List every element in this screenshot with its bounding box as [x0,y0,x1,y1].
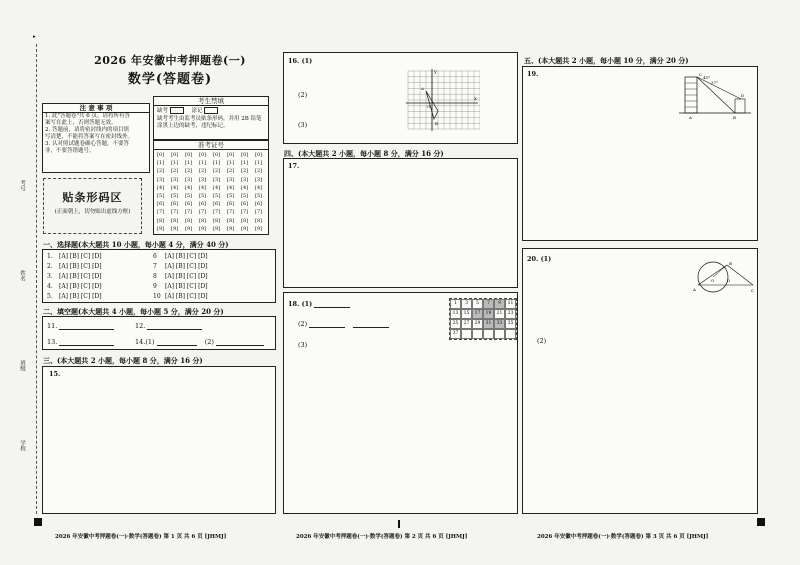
absent-checkbox[interactable] [170,107,184,114]
id-digit-bubble[interactable]: [9] [241,225,249,232]
table-cell: 25 [450,319,461,329]
q20-label-c: C [751,288,755,293]
q18-label: 18. (1) [288,300,313,308]
id-digit-bubble[interactable]: [8] [213,217,221,224]
id-digit-bubble[interactable]: [5] [213,193,221,199]
mark-label: 涂记 [191,108,203,114]
id-digit-bubble[interactable]: [1] [255,160,263,167]
q20-box[interactable] [522,248,758,514]
notice-box [42,103,150,173]
id-digit-bubble[interactable]: [8] [171,217,179,224]
q18-box[interactable] [283,292,518,514]
q13-answer[interactable] [59,337,114,346]
choice-row[interactable] [153,273,208,280]
table-cell [461,329,472,339]
id-digit-bubble[interactable]: [3] [227,176,235,183]
absent-label: 缺考 [157,108,169,114]
footer-page-1: 2026 年安徽中考押题卷(一)·数学(答题卷) 第 1 页 共 6 页 [JHMJ] [55,534,227,540]
choice-number: 10 [153,293,161,300]
choice-row[interactable] [47,273,102,280]
q12-answer[interactable] [147,321,202,330]
q11-label: 11. [47,322,58,330]
id-digit-bubble[interactable]: [9] [185,225,193,232]
id-digit-bubble[interactable]: [1] [199,160,207,167]
id-digit-bubble[interactable]: [1] [185,160,193,167]
mark-checkbox[interactable] [204,107,218,114]
table-cell: 7 [483,299,494,309]
section-4-heading: 四、(本大题共 2 小题，每小题 8 分，满分 16 分) [284,149,444,158]
choice-options[interactable]: [A] [B] [C] [D] [165,263,208,270]
id-digit-bubble[interactable]: [5] [185,193,193,199]
id-digit-bubble[interactable]: [7] [241,209,249,216]
q16-y-label: y [434,69,437,75]
page-subtitle: 数学(答题卷) [127,72,213,87]
choice-number: 7 [153,263,157,270]
table-cell: 29 [472,319,483,329]
table-cell: 3 [461,299,472,309]
id-digit-bubble[interactable]: [2] [157,168,165,175]
choice-row[interactable] [153,263,208,270]
table-cell [483,329,494,339]
q14-answer-2[interactable] [216,337,264,346]
id-grid-title: 准考证号 [154,141,268,150]
id-digit-bubble[interactable]: [9] [171,225,179,232]
q20-label: 20. (1) [527,255,552,263]
id-digit-bubble[interactable]: [3] [255,176,263,183]
q16-origin-label: O [427,104,431,109]
id-digit-bubble[interactable]: [2] [185,168,193,175]
notice-title: 注 意 事 项 [43,104,149,113]
fill-box [42,316,276,350]
table-cell: 5 [472,299,483,309]
table-cell: 19 [483,309,494,319]
q19-label-c: C [699,72,703,77]
q18-part2: (2) [298,320,308,328]
id-digit-bubble[interactable]: [5] [241,193,249,199]
id-digit-bubble[interactable]: [4] [157,184,165,191]
barcode-area [43,178,142,234]
q19-angle-2: 37° [711,80,719,85]
registration-mark-center [398,520,400,528]
q20-label-a: A [693,287,696,292]
q16-part3: (3) [298,121,308,129]
sidebar-label-name: 姓名 [19,270,25,281]
q11-answer[interactable] [59,321,114,330]
id-digit-bubble[interactable]: [4] [171,184,179,191]
q14b-label: (2) [204,338,214,346]
id-digit-bubble[interactable]: [2] [227,168,235,175]
id-digit-bubble[interactable]: [9] [157,225,165,232]
choice-options[interactable]: [A] [B] [C] [D] [59,293,102,300]
id-digit-bubble[interactable]: [7] [185,209,193,216]
registration-mark-br [757,518,765,526]
id-digit-bubble[interactable]: [0] [171,152,179,158]
choice-options[interactable]: [A] [B] [C] [D] [59,273,102,280]
id-digit-bubble[interactable]: [7] [227,209,235,216]
notice-line: 写清楚，不能将答案写在密封线外。 [45,134,134,140]
table-cell: 31 [483,319,494,329]
notice-line: 案写在此上，否则答题无效。 [45,120,117,126]
id-digit-bubble[interactable]: [2] [241,168,249,175]
id-digit-bubble[interactable]: [2] [255,168,263,175]
id-digit-bubble[interactable]: [0] [185,152,193,158]
choice-row[interactable] [47,293,102,300]
notice-line: 3. 认对照试题卷确心答题，不要答 [45,141,129,147]
choice-options[interactable]: [A] [B] [C] [D] [59,263,102,270]
section-5-heading: 五、(本大题共 2 小题，每小题 10 分，满分 20 分) [524,56,689,65]
id-digit-bubble[interactable]: [4] [255,184,263,191]
choice-row[interactable] [153,253,208,260]
id-digit-bubble[interactable]: [6] [199,201,207,208]
notice-line: 非，不要答错题号。 [45,148,95,154]
choice-row[interactable] [47,253,102,260]
id-digit-bubble[interactable]: [0] [199,152,207,158]
choice-options[interactable]: [A] [B] [C] [D] [165,253,208,260]
id-digit-bubble[interactable]: [3] [241,176,249,183]
id-digit-bubble[interactable]: [4] [185,184,193,191]
id-digit-bubble[interactable]: [0] [227,152,235,158]
id-digit-bubble[interactable]: [8] [227,217,235,224]
section-3-heading: 三、(本大题共 2 小题，每小题 8 分，满分 16 分) [43,356,203,365]
id-grid[interactable] [154,150,268,234]
choice-number: 1. [47,253,53,260]
choice-options[interactable]: [A] [B] [C] [D] [59,283,102,290]
choice-number: 4. [47,283,53,290]
q15-box[interactable] [42,366,276,514]
id-digit-bubble[interactable]: [6] [227,201,235,208]
q15-label: 15. [49,370,61,378]
id-digit-bubble[interactable]: [5] [227,193,235,199]
id-digit-bubble[interactable]: [7] [171,209,179,216]
section-2-heading: 二、填空题(本大题共 4 小题，每小题 5 分，满分 20 分) [43,307,224,316]
id-digit-bubble[interactable]: [7] [213,209,221,216]
notice-line: 2. 答题前，请将密封线内的项目填 [45,127,129,133]
id-digit-bubble[interactable]: [0] [157,152,165,158]
id-digit-bubble[interactable]: [0] [241,152,249,158]
choice-options[interactable]: [A] [B] [C] [D] [165,293,208,300]
table-cell: 17 [472,309,483,319]
id-digit-bubble[interactable]: [7] [199,209,207,216]
id-digit-bubble[interactable]: [6] [213,201,221,208]
id-digit-bubble[interactable]: [6] [185,201,193,208]
registration-mark-bl [34,518,42,526]
examinee-note: 缺考考生由监考员贴条形码，并用 2B 铅笔涂黑上边的缺考，违纪标记。 [157,116,262,129]
id-digit-bubble[interactable]: [2] [213,168,221,175]
q16-x-label: x [474,96,477,102]
q19-label-a: A [689,115,692,120]
section-1-heading: 一、选择题(本大题共 10 小题，每小题 4 分，满分 40 分) [43,240,229,249]
sidebar-label-class: 班级 [19,360,25,371]
footer-page-2: 2026 年安徽中考押题卷(一)·数学(答题卷) 第 2 页 共 6 页 [JHMJ] [296,534,468,540]
choice-number: 3. [47,273,53,280]
id-digit-bubble[interactable]: [1] [157,160,165,167]
table-cell: 27 [461,319,472,329]
choice-box [42,249,276,303]
id-digit-bubble[interactable]: [6] [157,201,165,208]
q16-part2: (2) [298,91,308,99]
id-digit-bubble[interactable]: [3] [171,176,179,183]
table-cell [505,329,516,339]
id-digit-bubble[interactable]: [8] [199,217,207,224]
q19-angle-1: 45° [703,75,711,80]
q19-box[interactable] [522,66,758,241]
choice-row[interactable] [153,283,208,290]
q16-coordinate-grid [404,67,480,133]
id-digit-bubble[interactable]: [4] [199,184,207,191]
id-digit-bubble[interactable]: [0] [213,152,221,158]
id-digit-bubble[interactable]: [8] [255,217,263,224]
q20-label-o: O [711,278,715,283]
id-digit-bubble[interactable]: [0] [255,152,263,158]
choice-number: 9 [153,283,157,290]
choice-number: 5. [47,293,53,300]
q18-number-table [449,298,517,340]
id-digit-bubble[interactable]: [5] [171,193,179,199]
examinee-title: 考生禁填 [154,97,268,106]
id-digit-bubble[interactable]: [9] [213,225,221,232]
id-digit-bubble[interactable]: [1] [227,160,235,167]
table-cell: 37 [450,329,461,339]
id-digit-bubble[interactable]: [7] [157,209,165,216]
id-digit-bubble[interactable]: [1] [213,160,221,167]
q12-label: 12. [135,322,146,330]
corner-glyph: ▸ [33,34,36,40]
notice-line: 1. 此"答题卷"共 6 页。请将所有答 [45,113,131,119]
choice-number: 6 [153,253,157,260]
id-digit-bubble[interactable]: [9] [255,225,263,232]
choice-row[interactable] [153,293,208,300]
q18-answer-1[interactable] [314,299,350,308]
sidebar-label-number: 考号 [19,180,25,191]
id-digit-bubble[interactable]: [8] [185,217,193,224]
id-digit-bubble[interactable]: [3] [185,176,193,183]
choice-options[interactable]: [A] [B] [C] [D] [59,253,102,260]
table-cell: 21 [494,309,505,319]
examinee-box [153,96,269,140]
q16-a-label: A [421,86,424,91]
id-digit-bubble[interactable]: [4] [241,184,249,191]
q19-label-d: D [741,93,745,98]
id-digit-bubble[interactable]: [7] [255,209,263,216]
q20-label-b: B [729,261,732,266]
table-cell: 13 [450,309,461,319]
id-digit-bubble[interactable]: [1] [171,160,179,167]
id-digit-bubble[interactable]: [5] [255,193,263,199]
choice-number: 2. [47,263,53,270]
q18-answer-2b[interactable] [353,319,389,328]
id-digit-bubble[interactable]: [9] [227,225,235,232]
q16-box[interactable] [283,52,518,144]
id-grid-box [153,140,269,235]
choice-row[interactable] [47,263,102,270]
table-cell: 11 [505,299,516,309]
q17-box[interactable] [283,158,518,288]
q14-label: 14.(1) [135,338,155,346]
id-digit-bubble[interactable]: [2] [171,168,179,175]
table-cell [494,329,505,339]
binding-line [36,44,37,514]
id-digit-bubble[interactable]: [3] [213,176,221,183]
footer-page-3: 2026 年安徽中考押题卷(一)·数学(答题卷) 第 3 页 共 6 页 [JHMJ] [537,534,709,540]
q14-answer-1[interactable] [157,337,197,346]
id-digit-bubble[interactable]: [3] [199,176,207,183]
barcode-title: 贴条形码区 [62,191,123,204]
sidebar-label-school: 学校 [19,440,25,451]
id-digit-bubble[interactable]: [8] [157,217,165,224]
table-cell: 23 [505,309,516,319]
q19-label: 19. [527,70,539,78]
q18-answer-2a[interactable] [309,319,345,328]
table-cell: 1 [450,299,461,309]
id-digit-bubble[interactable]: [5] [157,193,165,199]
choice-options[interactable]: [A] [B] [C] [D] [165,283,208,290]
table-cell: 15 [461,309,472,319]
id-digit-bubble[interactable]: [6] [171,201,179,208]
q20-circle-figure [691,255,757,295]
q16-label: 16. (1) [288,57,313,65]
table-cell: 33 [494,319,505,329]
id-digit-bubble[interactable]: [3] [157,176,165,183]
id-digit-bubble[interactable]: [4] [213,184,221,191]
table-cell: 9 [494,299,505,309]
q20-part2: (2) [537,337,547,345]
id-digit-bubble[interactable]: [5] [199,193,207,199]
q18-part3: (3) [298,341,308,349]
table-cell: 35 [505,319,516,329]
id-digit-bubble[interactable]: [6] [255,201,263,208]
barcode-note: (正面朝上，切勿贴出虚线方框) [54,209,131,215]
id-digit-bubble[interactable]: [9] [199,225,207,232]
q19-figure [675,69,755,121]
q16-b-label: B [435,121,438,126]
choice-options[interactable]: [A] [B] [C] [D] [165,273,208,280]
q17-label: 17. [288,162,300,170]
id-digit-bubble[interactable]: [4] [227,184,235,191]
choice-row[interactable] [47,283,102,290]
id-digit-bubble[interactable]: [1] [241,160,249,167]
table-cell [472,329,483,339]
id-digit-bubble[interactable]: [8] [241,217,249,224]
id-digit-bubble[interactable]: [6] [241,201,249,208]
choice-number: 8 [153,273,157,280]
q13-label: 13. [47,338,58,346]
page-title: 2026 年安徽中考押题卷(一) [94,54,246,67]
q20-label-d: D [727,278,731,283]
id-digit-bubble[interactable]: [2] [199,168,207,175]
q19-label-b: B [733,115,736,120]
